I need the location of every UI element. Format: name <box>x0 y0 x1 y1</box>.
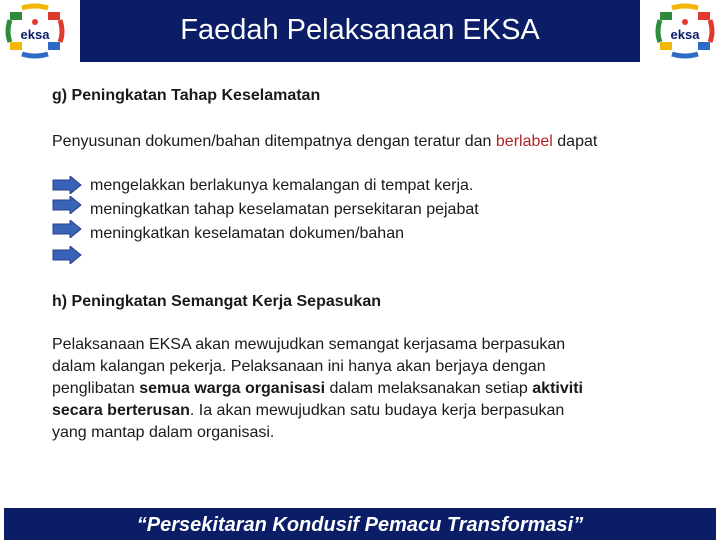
line-text: dalam melaksanakan setiap <box>325 380 533 397</box>
bullet-text: meningkatkan tahap keselamatan persekitaran pejabat <box>90 201 479 218</box>
slide-title: Faedah Pelaksanaan EKSA <box>180 14 540 46</box>
line-text: . Ia akan mewujudkan satu budaya kerja berpasukan <box>189 402 565 419</box>
arrow-right-icon <box>52 220 82 238</box>
section-h-line-2: dalam kalangan pekerja. Pelaksanaan ini hanya akan berjaya dengan <box>52 358 546 375</box>
arrow-right-icon <box>52 176 82 194</box>
section-h-line-5: yang mantap dalam organisasi. <box>52 424 275 441</box>
section-h-line-3 <box>52 379 672 399</box>
bullet-text: mengelakkan berlakunya kemalangan di tempat kerja. <box>90 177 474 194</box>
line-text: penglibatan <box>52 380 140 397</box>
section-h <box>52 292 672 443</box>
bold-text: secara berterusan <box>52 402 190 419</box>
intro-highlight: berlabel <box>495 133 553 150</box>
section-h-heading: h) Peningkatan Semangat Kerja Sepasukan <box>52 293 381 310</box>
section-g <box>52 86 672 152</box>
footer-slogan: “Persekitaran Kondusif Pemacu Transformasi” <box>136 514 584 536</box>
bold-text: semua warga organisasi <box>139 380 326 397</box>
arrow-right-icon <box>52 246 82 264</box>
slide-header <box>0 0 720 62</box>
bullet-text: meningkatkan keselamatan dokumen/bahan <box>90 225 404 242</box>
bold-text: aktiviti <box>532 380 583 397</box>
intro-text: Penyusunan dokumen/bahan ditempatnya dengan teratur dan <box>52 133 496 150</box>
eksa-logo-icon <box>652 2 718 60</box>
section-h-line-1: Pelaksanaan EKSA akan mewujudkan semangat kerjasama berpasukan <box>52 336 566 353</box>
arrow-right-icon <box>52 196 82 214</box>
footer-banner <box>0 508 720 540</box>
eksa-logo-icon <box>2 2 68 60</box>
section-g-heading: g) Peningkatan Tahap Keselamatan <box>52 87 321 104</box>
section-g-intro <box>52 132 672 152</box>
section-h-line-4 <box>52 401 672 421</box>
intro-text-end: dapat <box>552 133 598 150</box>
logo-text-left: eksa <box>20 27 50 42</box>
logo-text-right: eksa <box>670 27 700 42</box>
